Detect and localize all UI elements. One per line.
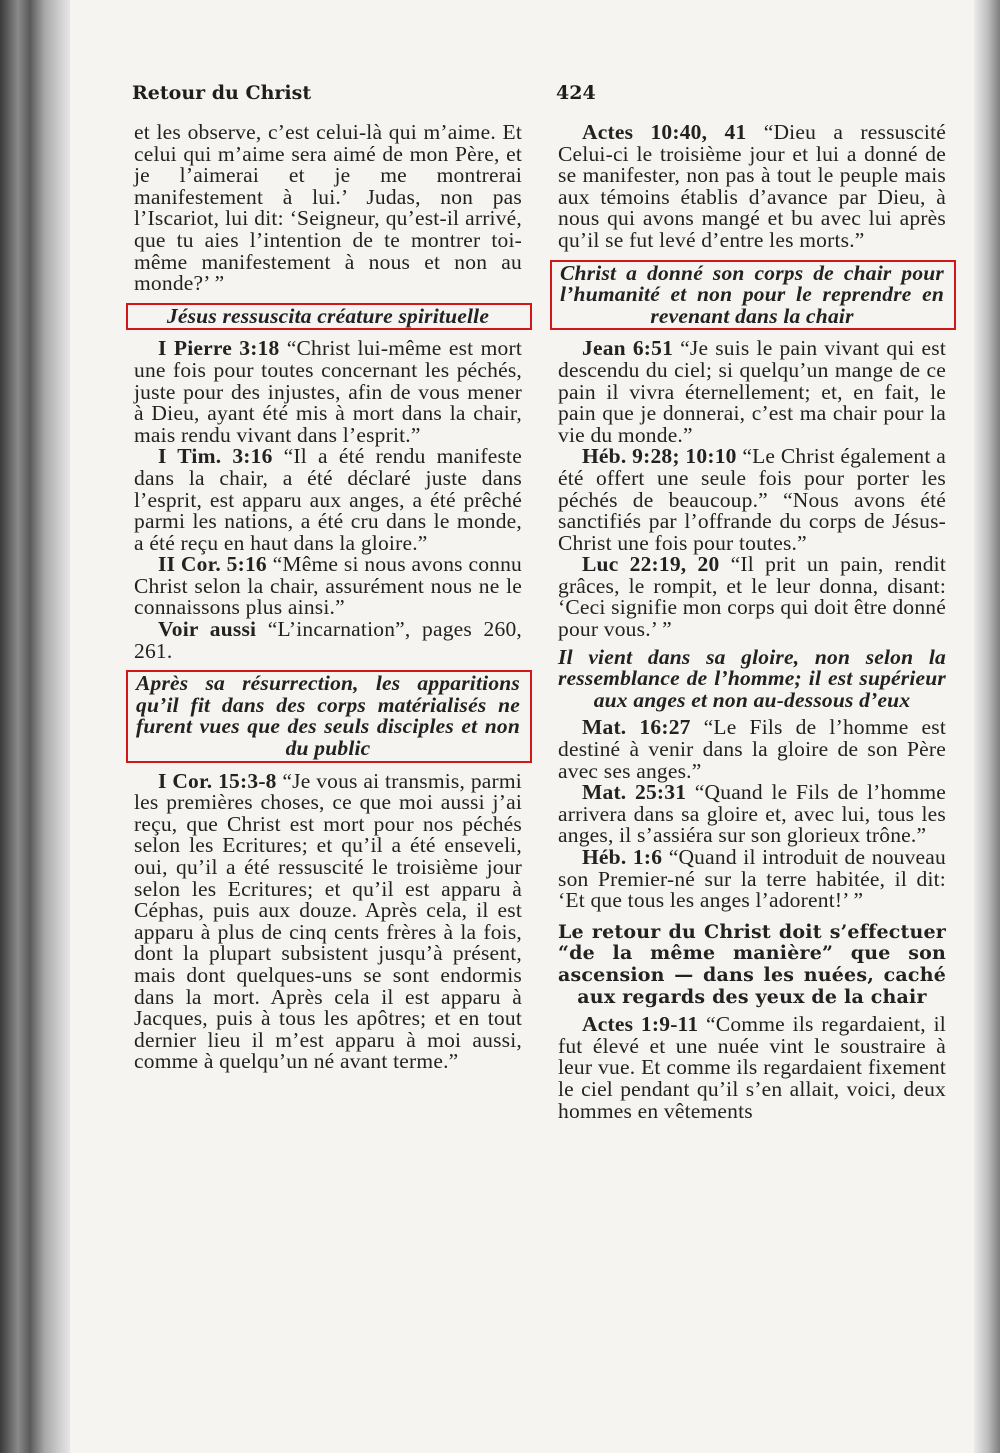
scripture-text: “Quand le Fils de l’homme arrivera dans sa gloire et, avec lui, tous les anges, il s’assiéra sur son glorieux trône.”: [558, 780, 946, 848]
book-page-edge-right: [974, 0, 1000, 1453]
section-heading: Le retour du Christ doit s’effectuer “de la même manière” que son ascension — dans les nuées, caché aux regards des yeux de la chair: [558, 920, 946, 1008]
scripture-paragraph: [558, 554, 946, 640]
cross-reference-text: “L’incarnation”, pages 260, 261.: [134, 617, 522, 663]
scripture-paragraph: [134, 768, 522, 1074]
scripture-reference: Héb. 9:28; 10:10: [582, 444, 737, 469]
scripture-reference: Mat. 25:31: [582, 780, 687, 805]
scripture-reference: I Tim. 3:16: [158, 444, 273, 469]
scripture-paragraph: [558, 847, 946, 912]
scripture-reference: Actes 10:40, 41: [582, 120, 747, 144]
scripture-text: “Je vous ai transmis, parmi les premières choses, ce que moi aussi j’ai reçu, que Christ est mort pour nos péchés selon les Ecritures; et qu’il a été enseveli, oui, qu’il a été ressuscité le troisième jour selon les Ecritures; et qu’il est apparu à Céphas, puis aux douze. Après cela, il est apparu à plus de cinq cents frères à la fois, dont la plupart subsistent jusqu’à présent, mais dont quelques-uns se sont endormis dans la mort. Après cela il est apparu à Jacques, puis à tous les apôtres; et en tout dernier lieu il m’est apparu à moi aussi, comme à quelqu’un né avant terme.”: [134, 768, 522, 1074]
scripture-reference: II Cor. 5:16: [158, 552, 267, 577]
scripture-reference: Luc 22:19, 20: [582, 552, 720, 577]
scripture-paragraph: [558, 338, 946, 446]
scripture-paragraph: [558, 122, 946, 252]
left-column: [134, 122, 522, 1073]
book-page-edge-left: [0, 0, 70, 1453]
cross-reference-paragraph: [134, 619, 522, 662]
scripture-paragraph: [134, 446, 522, 554]
scripture-text: “Il a été rendu manifeste dans la chair, a été déclaré juste dans l’esprit, est apparu aux anges, a été prêché parmi les nations, a été cru dans le monde, a été reçu en haut dans la gloire.”: [134, 444, 522, 555]
scripture-paragraph: [558, 1014, 946, 1122]
highlighted-heading: Après sa résurrection, les apparitions qu’il fit dans des corps matérialisés ne furent vues que des seuls disciples et non du public: [126, 670, 532, 762]
scripture-reference: Héb. 1:6: [582, 845, 663, 869]
cross-reference-label: Voir aussi: [158, 617, 257, 642]
scripture-text: “Le Fils de l’homme est destiné à venir dans la gloire de son Père avec ses anges.”: [558, 715, 946, 783]
highlighted-heading: Christ a donné son corps de chair pour l’humanité et non pour le reprendre en revenant dans la chair: [550, 260, 956, 331]
scripture-text: “Quand il introduit de nouveau son Premier-né sur la terre habitée, il dit: ‘Et que tous les anges l’adorent!’ ”: [558, 845, 946, 913]
scripture-text: “Christ lui-même est mort une fois pour toutes concernant les péchés, juste pour des injustes, afin de vous mener à Dieu, ayant été mis à mort dans la chair, mais rendu vivant dans l’esprit.”: [134, 336, 523, 447]
scripture-text: “Même si nous avons connu Christ selon la chair, assurément nous ne le connaissons plus ainsi.”: [134, 552, 523, 620]
paragraph: et les observe, c’est celui-là qui m’aime. Et celui qui m’aime sera aimé de mon Père, et je l’aimerai et je me montrerai manifestement à lui.’ Judas, non pas l’Iscariot, lui dit: ‘Seigneur, qu’est-il arrivé, que tu aies l’intention de te montrer toi-même manifestement à nous et non au monde?’ ”: [134, 120, 522, 296]
scripture-reference: I Cor. 15:3-8: [158, 768, 277, 793]
scripture-reference: Actes 1:9-11: [582, 1012, 699, 1037]
scripture-text: “Je suis le pain vivant qui est descendu du ciel; si quelqu’un mange de ce pain il vivra éternellement; et, en fait, le pain que je donnerai, c’est ma chair pour la vie du monde.”: [558, 336, 946, 447]
page-number: 424: [556, 82, 596, 104]
scripture-reference: Mat. 16:27: [582, 715, 691, 740]
scripture-paragraph: [134, 554, 522, 619]
scripture-paragraph: [134, 338, 522, 446]
scripture-text: “Le Christ également a été offert une seule fois pour porter les péchés de beaucoup.” “Nous avons été sanctifiés par l’offrande du corps de Jésus-Christ une fois pour toutes.”: [558, 444, 946, 555]
scripture-text: “Comme ils regardaient, il fut élevé et une nuée vint le soustraire à leur vue. Et comme ils regardaient fixement le ciel pendant qu’il s’en allait, voici, deux hommes en vêtements: [558, 1012, 946, 1123]
scripture-paragraph: [558, 782, 946, 847]
running-head: Retour du Christ: [132, 82, 312, 104]
scripture-text: “Il prit un pain, rendit grâces, le rompit, et le leur donna, disant: ‘Ceci signifie mon corps qui doit être donné pour vous.’ ”: [558, 552, 946, 642]
scripture-reference: I Pierre 3:18: [158, 336, 280, 361]
scripture-reference: Jean 6:51: [582, 336, 674, 361]
scripture-paragraph: [558, 446, 946, 554]
scripture-paragraph: [558, 717, 946, 782]
scripture-text: “Dieu a ressuscité Celui-ci le troisième jour et lui a donné de se manifester, non pas à tout le peuple mais aux témoins établis d’avance par Dieu, à nous qui avons mangé et bu avec lui après qu’il se fut levé d’entre les morts.”: [558, 120, 946, 252]
right-column: [558, 122, 946, 1122]
highlighted-heading: Jésus ressuscita créature spirituelle: [126, 303, 532, 331]
subheading: Il vient dans sa gloire, non selon la ressemblance de l’homme; il est supérieur aux anges et non au-dessous d’eux: [558, 644, 946, 712]
